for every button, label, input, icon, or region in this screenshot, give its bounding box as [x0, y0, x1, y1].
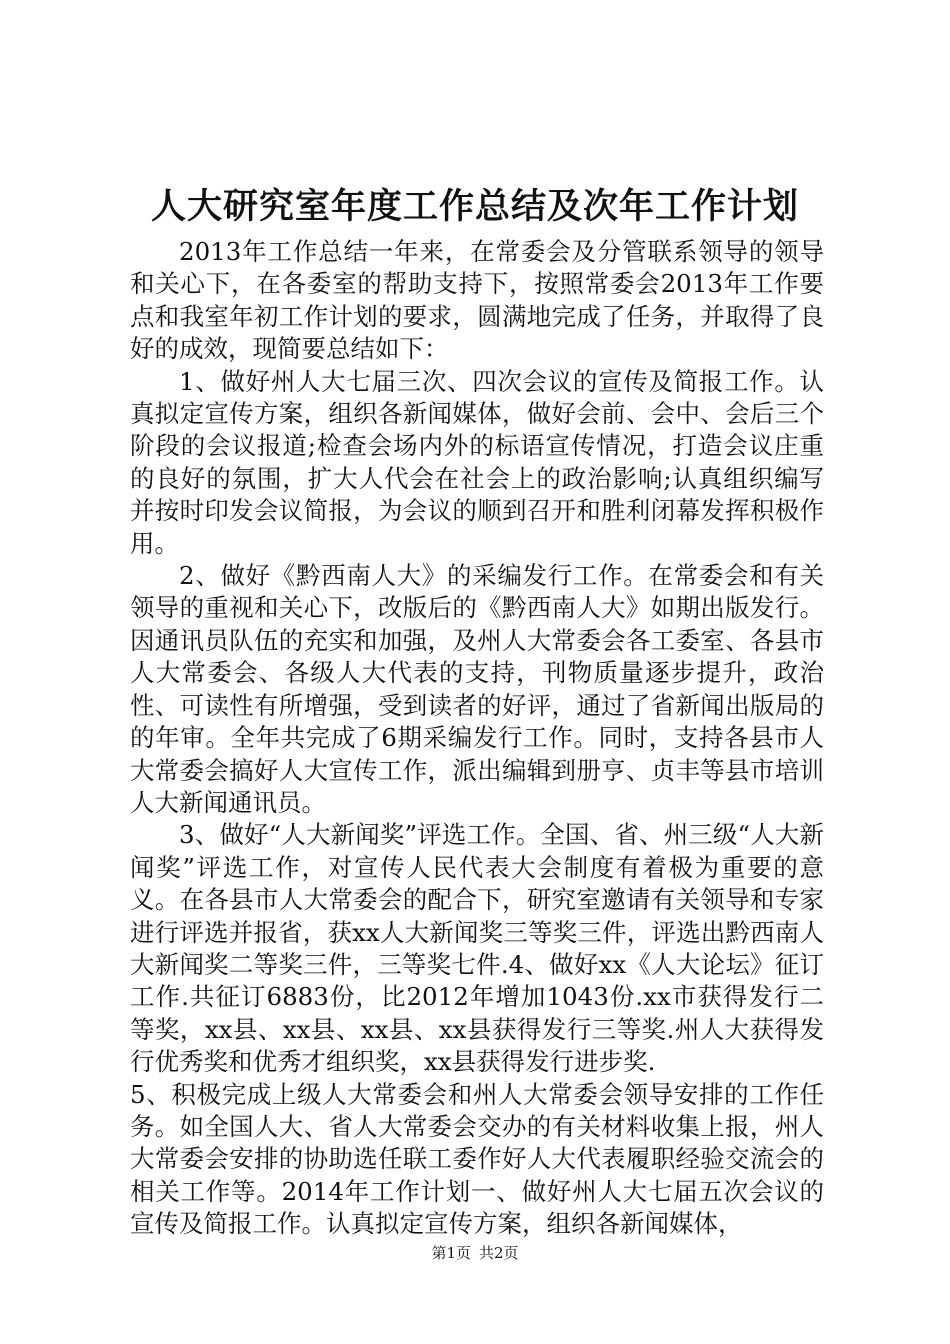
paragraph-item-2: 2、做好《黔西南人大》的采编发行工作。在常委会和有关领导的重视和关心下，改版后的《黔西南人大》如期出版发行。因通讯员队伍的充实和加强，及州人大常委会各工委室、各县市人大常委会、各级人大代表的支持，刊物质量逐步提升，政治性、可读性有所增强，受到读者的好评，通过了省新闻出版局的的年审。全年共完成了6期采编发行工作。同时，支持各县市人大常委会搞好人大宣传工作，派出编辑到册亨、贞丰等县市培训人大新闻通讯员。: [130, 561, 824, 817]
paragraph-item-3-4: 3、做好“人大新闻奖”评选工作。全国、省、州三级“人大新闻奖”评选工作，对宣传人民代表大会制度有着极为重要的意义。在各县市人大常委会的配合下，研究室邀请有关领导和专家进行评选并报省，获xx人大新闻奖三等奖三件，评选出黔西南人大新闻奖二等奖三件，三等奖七件.4、做好xx《人大论坛》征订工作.共征订6883份，比2012年增加1043份.xx市获得发行二等奖，xx县、xx县、xx县、xx县获得发行三等奖.州人大获得发行优秀奖和优秀才组织奖，xx县获得发行进步奖.: [130, 820, 824, 1077]
page-footer: [0, 1242, 950, 1264]
document-body: [130, 236, 824, 1241]
paragraph-item-1: 1、做好州人大七届三次、四次会议的宣传及简报工作。认真拟定宣传方案，组织各新闻媒体，做好会前、会中、会后三个阶段的会议报道;检查会场内外的标语宣传情况，打造会议庄重的良好的氛围，扩大人代会在社会上的政治影响;认真组织编写并按时印发会议简报，为会议的顺到召开和胜利闭幕发挥积极作用。: [130, 366, 824, 558]
paragraph-item-5-plan: 5、积极完成上级人大常委会和州人大常委会领导安排的工作任务。如全国人大、省人大常委会交办的有关材料收集上报，州人大常委会安排的协助选任联工委作好人大代表履职经验交流会的相关工作等。2014年工作计划一、做好州人大七届五次会议的宣传及简报工作。认真拟定宣传方案，组织各新闻媒体，: [130, 1079, 824, 1239]
paragraph-summary-intro: 2013年工作总结一年来，在常委会及分管联系领导的领导和关心下，在各委室的帮助支持下，按照常委会2013年工作要点和我室年初工作计划的要求，圆满地完成了任务，并取得了良好的成效，现简要总结如下：: [130, 237, 824, 364]
page-number: 第1页: [431, 1244, 471, 1262]
page-total: 共2页: [479, 1244, 519, 1262]
document-title: 人大研究室年度工作总结及次年工作计划: [150, 186, 799, 227]
